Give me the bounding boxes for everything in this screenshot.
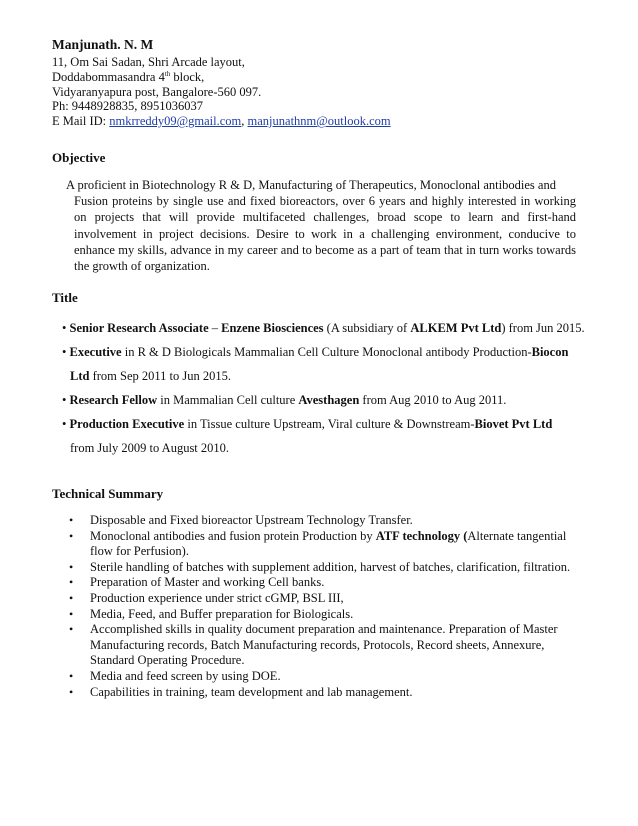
contact-header [52, 36, 592, 129]
list-item [66, 560, 576, 576]
bullet: • [69, 559, 74, 574]
role: Executive [69, 345, 122, 359]
item-text: Monoclonal antibodies and fusion protein Production by [90, 528, 376, 543]
email-link-gmail[interactable]: nmkrreddy09@gmail.com [109, 114, 242, 129]
bullet: • [69, 684, 74, 699]
address-line-2-text: Doddabommasandra 4 [52, 69, 165, 84]
title-dates: from Aug 2010 to Aug 2011. [359, 393, 507, 407]
item-text: Accomplished skills in quality document preparation and maintenance. Preparation of Master Manufacturing records, Batch Manufacturing records, Protocols, Record sheets, Annexure, Standard Operating Procedure. [90, 622, 558, 668]
list-item [66, 513, 576, 529]
list-item [66, 622, 576, 669]
objective-first-line: A proficient in Biotechnology R & D, Manufacturing of Therapeutics, Monoclonal antibodies and [66, 178, 556, 192]
title-dates: from July 2009 to August 2010. [70, 441, 230, 455]
address-line-2-tail: block, [170, 69, 205, 84]
phone-line: Ph: 9448928835, 8951036037 [52, 99, 204, 114]
item-text: Media, Feed, and Buffer preparation for Biologicals. [90, 606, 354, 621]
item-text: Preparation of Master and working Cell banks. [90, 575, 325, 590]
email-separator: , [241, 114, 248, 129]
bullet: • [69, 606, 74, 621]
title-item-continuation [70, 440, 229, 456]
bullet: • [62, 345, 67, 359]
organization-parent: ALKEM Pvt Ltd [410, 321, 502, 335]
item-text-tail: Alternate tangential flow for Perfusion). [90, 528, 567, 559]
title-item [62, 392, 506, 408]
objective-paragraph [66, 177, 576, 274]
list-item [66, 607, 576, 623]
organization-suffix: Ltd [70, 369, 90, 383]
email-label: E Mail ID: [52, 114, 110, 129]
title-detail: (A subsidiary of [323, 321, 411, 335]
role: Research Fellow [69, 393, 158, 407]
title-dates: from Sep 2011 to Jun 2015. [89, 369, 231, 383]
title-item [62, 344, 568, 360]
item-text: Capabilities in training, team development and lab management. [90, 684, 413, 699]
organization: Avesthagen [298, 393, 360, 407]
title-item [62, 320, 585, 336]
bullet: • [62, 417, 67, 431]
address-line-2 [52, 70, 592, 85]
email-line [52, 114, 592, 129]
item-text: Sterile handling of batches with supplement addition, harvest of batches, clarification, filtration. [90, 559, 571, 574]
bullet: • [69, 622, 74, 637]
email-link-outlook[interactable]: manjunathnm@outlook.com [247, 114, 391, 129]
candidate-name: Manjunath. N. M [52, 37, 154, 52]
list-item [66, 575, 576, 591]
title-item [62, 416, 552, 432]
list-item [66, 529, 576, 560]
role: Production Executive [69, 417, 185, 431]
ordinal-suffix: th [164, 69, 171, 78]
list-item [66, 685, 576, 701]
list-item [66, 591, 576, 607]
separator: – [208, 321, 222, 335]
address-line-3: Vidyaranyapura post, Bangalore-560 097. [52, 84, 262, 99]
technical-summary-list [66, 513, 576, 700]
bullet: • [62, 393, 67, 407]
item-text: Media and feed screen by using DOE. [90, 668, 281, 683]
objective-heading: Objective [52, 150, 106, 165]
list-item [66, 669, 576, 685]
organization: Biovet Pvt Ltd [474, 417, 553, 431]
objective-body: Fusion proteins by single use and fixed bioreactors, over 6 years and highly interested in working on projects that will provide multifaceted challenges, broad scope to learn and first-hand involvement in project decisions. Desire to work in a challenging environment, conducive to enhance my skills, advance in my career and to become as a part of team that in turn works towards the growth of organization. [74, 194, 576, 274]
organization: Biocon [531, 345, 569, 359]
title-detail: in R & D Biologicals Mammalian Cell Culture Monoclonal antibody Production- [121, 345, 532, 359]
organization: Enzene Biosciences [221, 321, 324, 335]
title-dates: ) from Jun 2015. [501, 321, 585, 335]
address-line-1: 11, Om Sai Sadan, Shri Arcade layout, [52, 55, 245, 69]
item-emphasis: ATF technology ( [375, 528, 468, 543]
bullet: • [69, 513, 74, 527]
technical-summary-heading: Technical Summary [52, 486, 164, 501]
bullet: • [62, 321, 67, 335]
bullet: • [69, 668, 74, 683]
bullet: • [69, 528, 74, 543]
bullet: • [69, 590, 74, 605]
item-text: Production experience under strict cGMP, BSL III, [90, 590, 344, 605]
item-text: Disposable and Fixed bioreactor Upstream Technology Transfer. [90, 513, 413, 527]
bullet: • [69, 575, 74, 590]
title-heading: Title [52, 290, 78, 305]
role: Senior Research Associate [69, 321, 209, 335]
title-detail: in Tissue culture Upstream, Viral culture & Downstream- [184, 417, 475, 431]
title-detail: in Mammalian Cell culture [157, 393, 299, 407]
title-item-continuation [70, 368, 231, 384]
